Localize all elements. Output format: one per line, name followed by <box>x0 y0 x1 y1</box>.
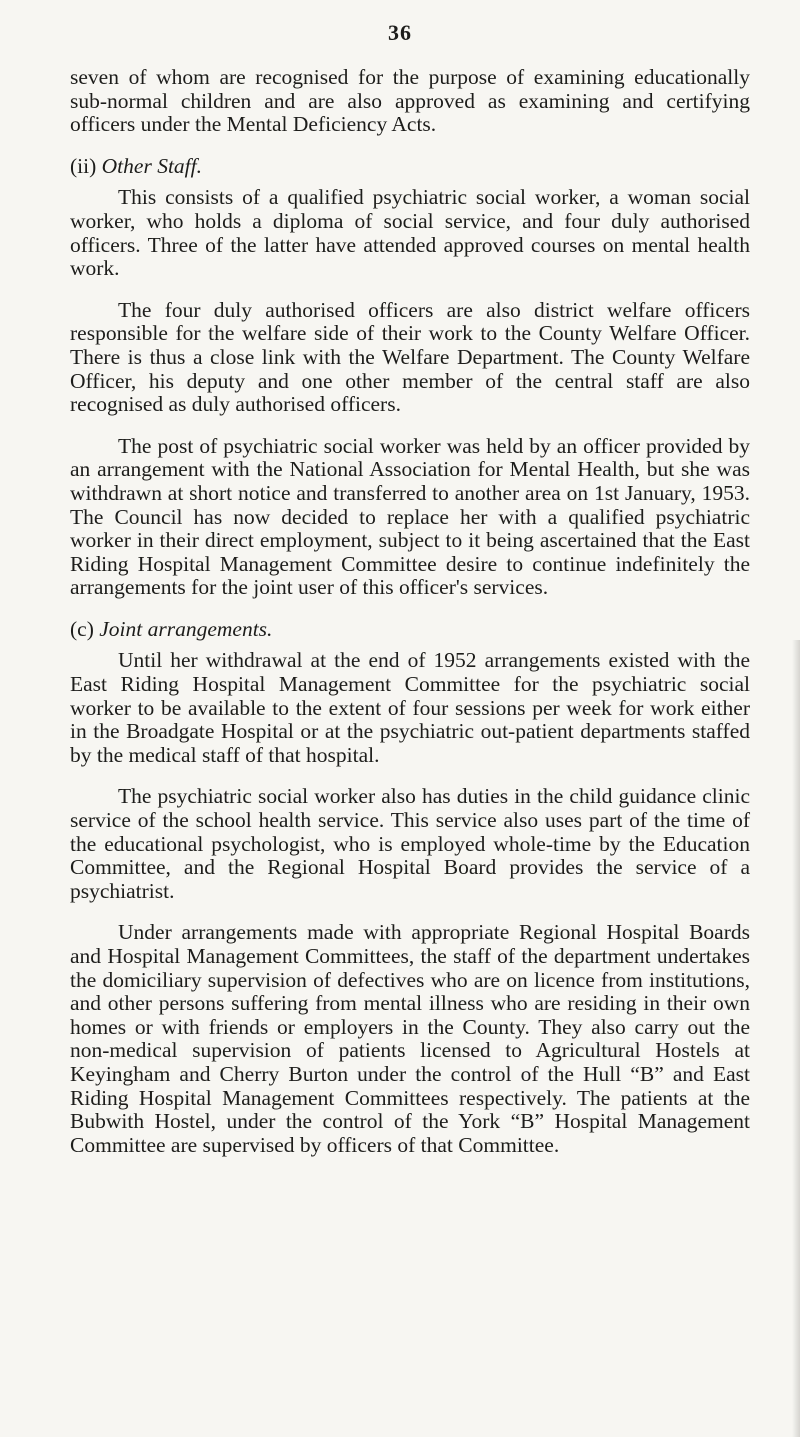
paragraph-child-guidance: The psychiatric social worker also has duties in the child guidance clinic service of the school health service. This service also uses part of the time of the educational psychologist, who is employed whole-time by the Education Committee, and the Regional Hospital Board provides the service of a psychiatrist. <box>70 784 750 903</box>
section-heading-other-staff <box>70 155 750 179</box>
paragraph-psychiatric-social-worker: The post of psychiatric social worker was held by an officer provided by an arrangement with the National Association for Mental Health, but she was withdrawn at short notice and transferred to another area on 1st January, 1953. The Council has now decided to replace her with a qualified psychiatric worker in their direct employment, subject to it being ascertained that the East Riding Hospital Management Committee desire to continue indefinitely the arrangements for the joint user of this officer's services. <box>70 433 750 600</box>
section-heading-joint-arrangements <box>70 618 750 642</box>
document-body <box>70 66 750 1175</box>
section-number: (c) <box>70 616 94 641</box>
page-number: 36 <box>388 20 412 45</box>
section-title: Joint arrangements. <box>99 616 273 641</box>
paragraph-withdrawal-arrangements: Until her withdrawal at the end of 1952 arrangements existed with the East Riding Hospital Management Committee for the psychiatric social worker to be available to the extent of four sessions per week for work either in the Broadgate Hospital or at the psychiatric out-patient departments staffed by the medical staff of that hospital. <box>70 648 750 767</box>
page-edge-shadow <box>792 640 800 1437</box>
paragraph-domiciliary-supervision: Under arrangements made with appropriate Regional Hospital Boards and Hospital Management Committees, the staff of the department undertakes the domiciliary supervision of defectives who are on licence from institutions, and other persons suffering from mental illness who are residing in their own homes or with friends or employers in the County. They also carry out the non-medical supervision of patients licensed to Agricultural Hostels at Keyingham and Cherry Burton under the control of the Hull “B” and East Riding Hospital Management Committees respectively. The patients at the Bubwith Hostel, under the control of the York “B” Hospital Management Committee are supervised by officers of that Committee. <box>70 920 750 1157</box>
paragraph-continuation: seven of whom are recognised for the purpose of examining educationally sub-normal children and are also approved as examining and certifying officers under the Mental Deficiency Acts. <box>70 65 750 137</box>
section-number: (ii) <box>70 153 97 178</box>
section-title: Other Staff. <box>101 153 202 178</box>
paragraph-authorised-officers: The four duly authorised officers are also district welfare officers responsible for the welfare side of their work to the County Welfare Officer. There is thus a close link with the Welfare Department. The County Welfare Officer, his deputy and one other member of the central staff are also recognised as duly authorised officers. <box>70 297 750 417</box>
paragraph-staff-composition: This consists of a qualified psychiatric social worker, a woman social worker, who holds a diploma of social service, and four duly authorised officers. Three of the latter have attended approved courses on mental health work. <box>70 185 750 281</box>
